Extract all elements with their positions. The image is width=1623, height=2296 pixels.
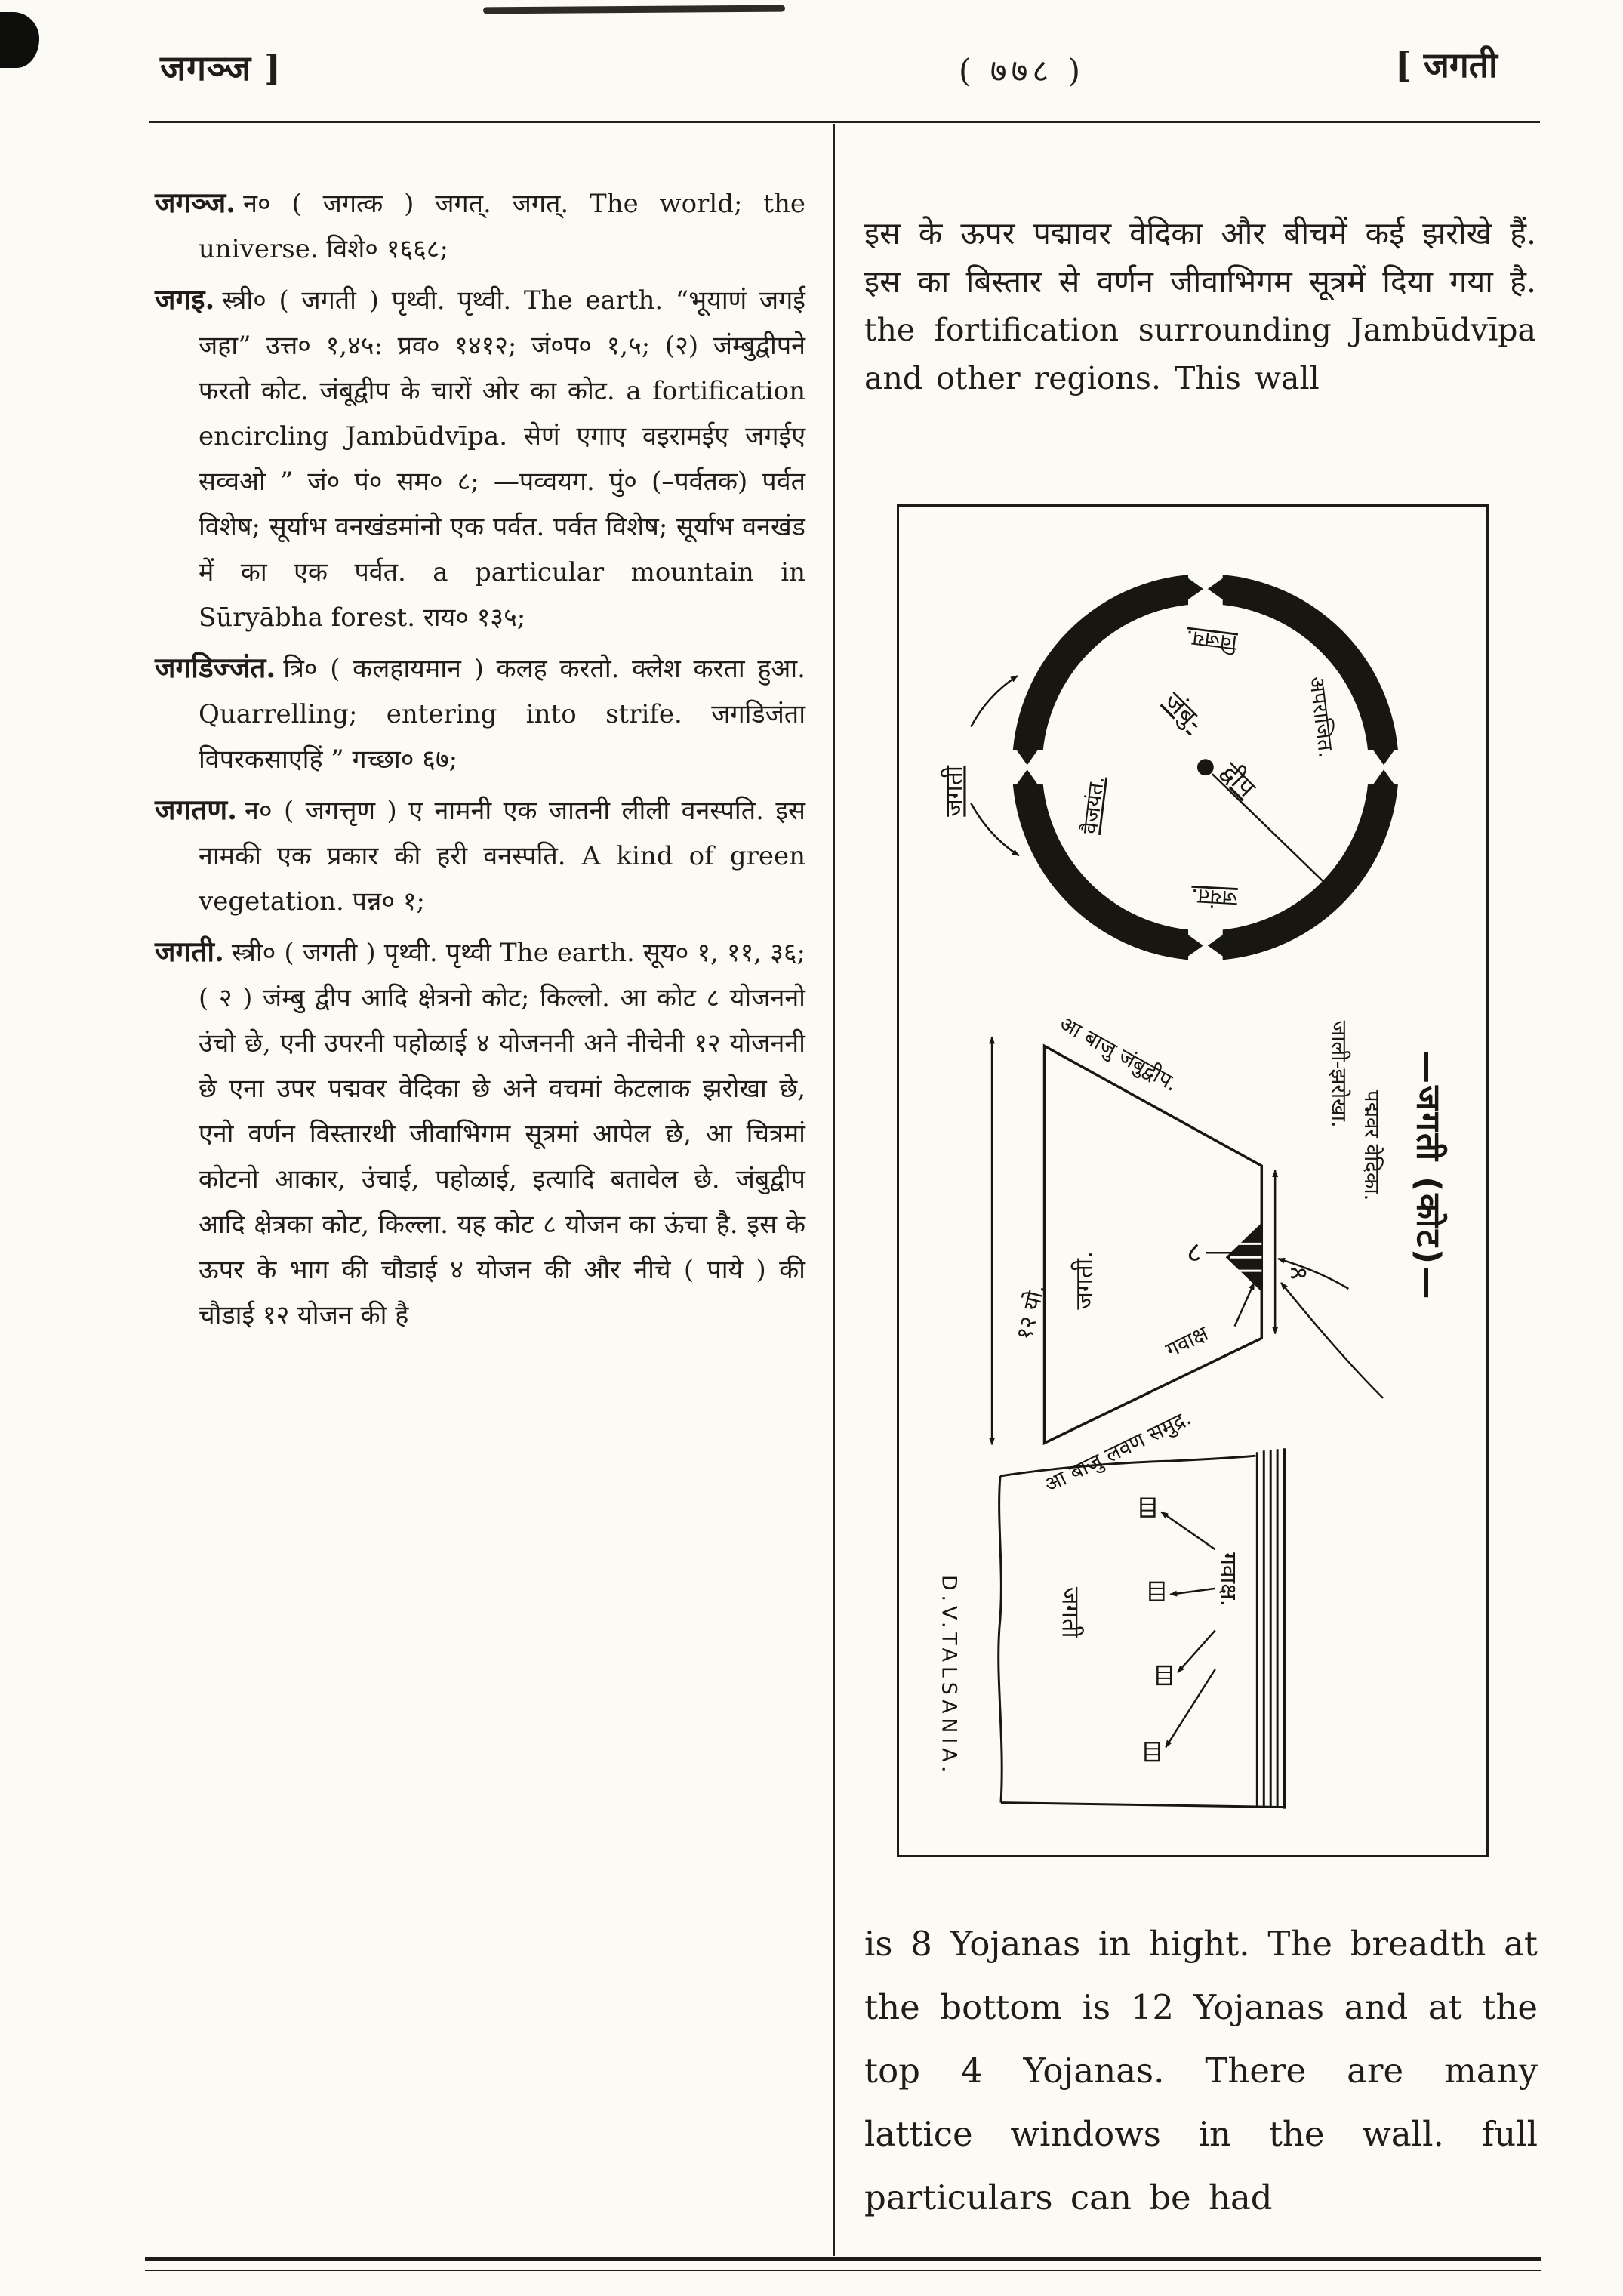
- entry-body: त्रि० ( कलहायमान ) कलह करतो. क्लेश करता हुआ. Quarrelling; entering into strife. जगडिजंता विपरकसाएहिं ” गच्छा० ६७;: [199, 654, 805, 775]
- measure-label-top-width: ४: [1283, 1266, 1313, 1280]
- center-label-part1: जंबु-: [1158, 686, 1210, 738]
- bottom-rule-thin: [145, 2270, 1541, 2271]
- dictionary-entry: [155, 929, 805, 1338]
- cross-section-diagram: [992, 1011, 1384, 1498]
- center-label-part2: द्वीप: [1215, 757, 1262, 803]
- dictionary-entry: [155, 180, 805, 272]
- dictionary-entry: [155, 787, 805, 924]
- entry-headword: जगतण.: [155, 793, 238, 826]
- scan-artifact-streak: [483, 5, 785, 14]
- window-arrow: [1170, 1589, 1215, 1595]
- gate-mark-left: [1003, 747, 1052, 787]
- elevation-wall-label: जगती: [1056, 1586, 1084, 1638]
- window-arrow: [1178, 1630, 1215, 1672]
- radius-arrow: [1212, 774, 1328, 886]
- height-value: ८: [1187, 1235, 1202, 1269]
- gate-mark-top: [1185, 565, 1226, 613]
- gate-label-left: वैजयंत.: [1077, 775, 1110, 836]
- gate-label-bottom: जयंत.: [1190, 883, 1238, 911]
- ring-outer-label: जगती: [941, 765, 969, 817]
- entry-headword: जगती.: [155, 935, 224, 968]
- window-arrow: [1161, 1512, 1215, 1550]
- elevation-bottom-edge: [1001, 1803, 1286, 1808]
- gate-label-top: विजय.: [1184, 625, 1239, 657]
- vedika-callout-arrow: [1281, 1283, 1383, 1398]
- right-column-top-paragraph: इस के ऊपर पद्मावर वेदिका और बीचमें कई झरोखे हैं. इस का बिस्तार से वर्णन जीवाभिगम सूत्रमें दिया गया है. the fortification surrounding Jambūdvīpa and other regions. This wall: [864, 215, 1536, 396]
- entry-body: न० ( जगत्क ) जगत्. जगत्. The world; the universe. विशे० १६६८;: [199, 189, 805, 264]
- dictionary-entry: [155, 645, 805, 782]
- entry-headword: जगडिज्जंत.: [155, 651, 276, 684]
- left-column: [155, 180, 805, 1342]
- entry-headword: जगइ.: [155, 282, 215, 316]
- entry-body: स्त्री० ( जगती ) पृथ्वी. पृथ्वी. The earth. “भूयाणं जगई जहा” उत्त० १,४५: प्रव० १४१२; जं०प० १,५; (२) जंम्बुद्वीपने फरतो कोट. जंबूद्वीप के चारों ओर का कोट. a fortification encircling Jambūdvīpa. सेणं एगाए वइरामईए जगईए सव्वओ ” जं० पं० सम० ८; —पव्वयग. पुं० (–पर्वतक) पर्वत विशेष; सूर्याभ वनखंडमांनो एक पर्वत. पर्वत विशेष; सूर्याभ वनखंड में का एक पर्वत. a particular mountain in Sūryābha forest. राय० १३५;: [199, 285, 805, 633]
- section-inner-label: जगती.: [1071, 1250, 1099, 1310]
- measure-label-bottom-width: १२ यो.: [1011, 1281, 1051, 1343]
- elevation-window-label: गवाक्ष.: [1215, 1552, 1242, 1607]
- section-bottom-side-label: आ बाजु लवण समुद्र.: [1040, 1404, 1195, 1498]
- vedika-callout-label: पद्मवर वेदिका.: [1360, 1089, 1385, 1201]
- entry-body: न० ( जगत्तृण ) ए नामनी एक जातनी लीली वनस्पति. इस नामकी एक प्रकार की हरी वनस्पति. A kind of green vegetation. पन्न० १;: [199, 796, 805, 917]
- page-number: ( ७७८ ): [959, 52, 1085, 89]
- circle-diagram: [940, 565, 1407, 969]
- window-arrow: [1166, 1669, 1215, 1747]
- header-catchword-left: जगञ्ज ]: [160, 48, 282, 88]
- header-rule: [149, 121, 1540, 123]
- section-top-side-label: आ बाजु जंबुद्वीप.: [1055, 1010, 1183, 1096]
- right-column-bottom-paragraph: is 8 Yojanas in hight. The breadth at the bottom is 12 Yojanas and at the top 4 Yojanas. There are many lattice windows in the wall. full particulars can be had: [864, 1924, 1538, 2217]
- figure-credit: D.V.TALSANIA.: [937, 1574, 961, 1777]
- entry-body: स्त्री० ( जगती ) पृथ्वी. पृथ्वी The earth. सूय० १, ११, ३६; ( २ ) जंम्बु द्वीप आदि क्षेत्रनो कोट; किल्लो. आ कोट ८ योजननो उंचो छे, एनी उपरनी पहोळाई ४ योजननी अने नीचेनी १२ योजननी छे एना उपर पद्मवर वेदिका छे अने वचमां केटलाक झरोखा छे, एनो वर्णन विस्तारथी जीवाभिगम सूत्रमां आपेल छे, आ चित्रमां कोटनो आकार, उंचाई, पहोळाई, इत्यादि बतावेल छे. जंबुद्वीप आदि क्षेत्रका कोट, किल्ला. यह कोट ८ योजन का ऊंचा है. इस के ऊपर के भाग की चौडाई ४ योजन की और नीचे ( पाये ) की चौडाई १२ योजन की है: [199, 938, 805, 1330]
- label-arrow: [971, 803, 1019, 855]
- window-mark: [1150, 1583, 1163, 1601]
- window-mark: [1141, 1499, 1155, 1517]
- jagati-figure: [899, 507, 1486, 1855]
- window-arrow: [1235, 1283, 1255, 1327]
- window-mark: [1157, 1666, 1171, 1684]
- section-window-label: गवाक्ष: [1161, 1321, 1212, 1363]
- entry-headword: जगञ्ज.: [155, 186, 236, 219]
- header-catchword-right: [ जगती: [1395, 45, 1498, 85]
- gate-mark-bottom: [1185, 922, 1226, 970]
- elevation-left-edge: [999, 1476, 1002, 1803]
- jagati-figure-frame: [897, 504, 1489, 1857]
- center-dot: [1197, 759, 1214, 775]
- lattice-callout-label: जाली-झरोखा.: [1326, 1020, 1352, 1128]
- lattice-patch: [1226, 1223, 1262, 1292]
- column-divider-rule: [833, 124, 835, 2256]
- dictionary-entry: [155, 276, 805, 640]
- label-arrow: [971, 676, 1018, 726]
- wall-hatch-band: [1257, 1448, 1284, 1808]
- bottom-rule-thick: [145, 2257, 1541, 2261]
- gate-label-right: अपराजित.: [1304, 674, 1339, 760]
- section-outline: [1045, 1046, 1262, 1443]
- window-mark: [1145, 1743, 1159, 1761]
- elevation-diagram: [999, 1448, 1286, 1808]
- gate-mark-right: [1360, 747, 1408, 787]
- figure-title-vertical: —जगती (कोट)—: [1409, 1050, 1448, 1302]
- scan-artifact-corner: [0, 12, 39, 68]
